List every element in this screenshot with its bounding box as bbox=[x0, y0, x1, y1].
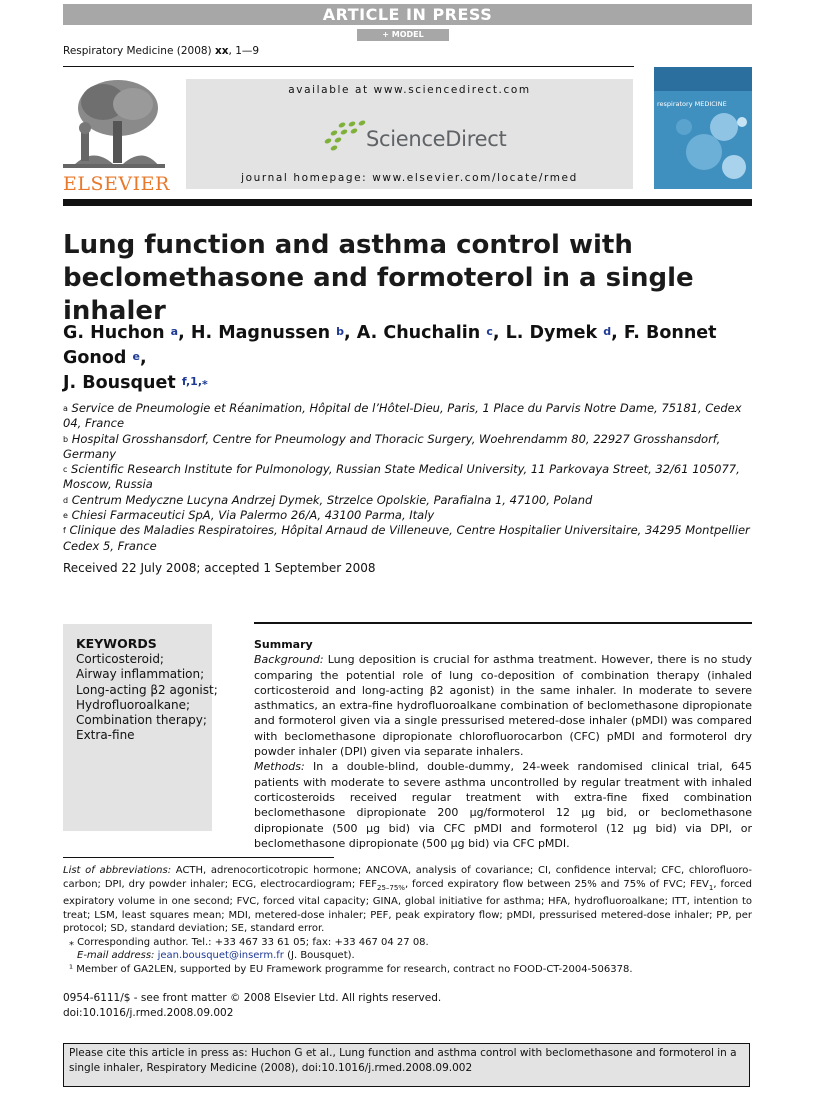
email-label: E-mail address: bbox=[77, 950, 155, 961]
abbreviations-text-b: , forced expiratory flow between 25% and 75% of FVC; FEV bbox=[404, 878, 709, 890]
affiliation-item bbox=[63, 523, 763, 554]
author-affiliation-mark[interactable]: a bbox=[170, 325, 179, 338]
keyword-item: Long-acting β2 agonist; bbox=[76, 682, 218, 697]
author-separator: , bbox=[178, 323, 191, 343]
doi-line: doi:10.1016/j.rmed.2008.09.002 bbox=[63, 1007, 234, 1019]
journal-reference bbox=[63, 45, 259, 57]
sciencedirect-wordmark: ScienceDirect bbox=[366, 127, 507, 151]
masthead-rule bbox=[63, 199, 752, 206]
abbreviations-text-c: , forced expiratory volume in one second; FVC, forced vital capacity; GINA, global initiative for asthma; HFA, hydrofluoroalkane; ITT, intention to treat; LSM, least squares mean; MDI, metered-dose inhaler; PEF, peak expiratory flow; pMDI, pressurised metered-dose inhaler; PP, per protocol; SD, standard deviation; SE, standard error. bbox=[63, 878, 753, 934]
email-note bbox=[63, 949, 752, 963]
corresponding-author-note: ⁎ Corresponding author. Tel.: +33 467 33 61 05; fax: +33 467 04 27 08. bbox=[69, 936, 429, 948]
author-affiliation-mark[interactable]: f,1,⁎ bbox=[181, 375, 208, 388]
abbreviations-sub-2: 1 bbox=[708, 883, 714, 892]
affiliation-mark: b bbox=[63, 434, 69, 444]
abbreviations-label: List of abbreviations: bbox=[63, 865, 172, 876]
model-badge: + MODEL bbox=[357, 29, 449, 41]
summary-section bbox=[254, 637, 752, 851]
background-label: Background: bbox=[254, 653, 324, 667]
journal-cover-image-icon bbox=[654, 67, 752, 189]
keywords-heading: KEYWORDS bbox=[76, 636, 157, 651]
author-affiliation-mark[interactable]: b bbox=[336, 325, 344, 338]
affiliation-text: Clinique des Maladies Respiratoires, Hôpital Arnaud de Villeneuve, Centre Hospitalier Universitaire, 34295 Montpellier Cedex 5, France bbox=[63, 523, 750, 553]
affiliation-item bbox=[63, 401, 763, 432]
author-name: H. Magnussen bbox=[190, 323, 337, 343]
author-name: L. Dymek bbox=[505, 323, 604, 343]
summary-methods bbox=[254, 760, 752, 849]
membership-note: ¹ Member of GA2LEN, supported by EU Framework programme for research, contract no FOOD-CT-2004-506378. bbox=[69, 963, 633, 975]
background-text: Lung deposition is crucial for asthma treatment. However, there is no study comparing the potential role of lung co-deposition of combination therapy (inhaled corticosteroid and long-acting β2 agonist) in the same inhaler. In moderate to severe asthmatics, an extra-fine hydrofluoroalkane combination of beclomethasone dipropionate and formoterol given via a single pressurised metered-dose inhaler (pMDI) was compared with beclomethasone dipropionate chlorofluorocarbon (CFC) pMDI and formoterol dry powder inhaler (DPI) given via separate inhalers. bbox=[254, 653, 752, 759]
author-separator: , bbox=[344, 323, 357, 343]
journal-reference-pages: , 1—9 bbox=[228, 45, 260, 57]
affiliation-item bbox=[63, 493, 763, 508]
author-separator: , bbox=[139, 348, 147, 368]
affiliation-mark: a bbox=[63, 404, 68, 413]
affiliation-item bbox=[63, 432, 763, 463]
elsevier-tree-logo-icon bbox=[63, 76, 165, 174]
author-affiliation-mark[interactable]: e bbox=[132, 350, 140, 363]
legal-info bbox=[63, 991, 441, 1021]
affiliation-text: Centrum Medyczne Lucyna Andrzej Dymek, Strzelce Opolskie, Parafialna 1, 47100, Poland bbox=[68, 492, 593, 507]
keywords-list bbox=[76, 652, 218, 744]
available-at-text: available at www.sciencedirect.com bbox=[288, 84, 531, 96]
abbreviations-text-a: ACTH, adrenocorticotropic hormone; ANCOVA, analysis of covariance; CI, confidence interval; CFC, chlorofluorocarbon; DPI, dry powder inhaler; ECG, electrocardiogram; FEF bbox=[63, 865, 752, 890]
methods-label: Methods: bbox=[254, 760, 305, 774]
keyword-item: Hydrofluoroalkane; bbox=[76, 697, 191, 712]
citation-box: Please cite this article in press as: Huchon G et al., Lung function and asthma control with beclomethasone and formoterol in a single inhaler, Respiratory Medicine (2008), doi:10.1016/j.rmed.2008.09.002 bbox=[63, 1043, 750, 1087]
summary-heading: Summary bbox=[254, 638, 313, 651]
abbreviations-sub-1: 25–75% bbox=[376, 883, 405, 892]
author-name: G. Huchon bbox=[63, 323, 171, 343]
issn-line: 0954-6111/$ - see front matter © 2008 Elsevier Ltd. All rights reserved. bbox=[63, 992, 442, 1004]
affiliation-item bbox=[63, 462, 763, 493]
affiliation-text: Scientific Research Institute for Pulmonology, Russian State Medical University, 11 Parkovaya Street, 32/61 105077, Moscow, Russia bbox=[63, 462, 740, 492]
author-list bbox=[63, 321, 763, 396]
abbreviations-footnote bbox=[63, 864, 752, 936]
affiliation-item bbox=[63, 508, 763, 523]
author-name: F. Bonnet Gonod bbox=[63, 323, 717, 368]
affiliation-text: Service de Pneumologie et Réanimation, Hôpital de l’Hôtel-Dieu, Paris, 1 Place du Parvis Notre Dame, 75181, Cedex 04, France bbox=[63, 401, 742, 431]
affiliation-mark: e bbox=[63, 511, 68, 521]
methods-text: In a double-blind, double-dummy, 24-week randomised clinical trial, 645 patients with moderate to severe asthma uncontrolled by regular treatment with inhaled corticosteroids received regular treatment with extra-fine fixed combination beclomethasone dipropionate 200 μg/formoterol 12 μg bid, or beclomethasone dipropionate (500 μg bid) via CFC pMDI and formoterol (12 μg bid) via DPI, or beclomethasone dipropionate (500 μg bid) via CFC pMDI. bbox=[254, 760, 752, 850]
article-title: Lung function and asthma control with beclomethasone and formoterol in a single inhaler bbox=[63, 230, 694, 326]
received-dates: Received 22 July 2008; accepted 1 September 2008 bbox=[63, 561, 376, 575]
keyword-item: Corticosteroid; bbox=[76, 652, 164, 666]
author-separator: , bbox=[611, 323, 624, 343]
author-name: A. Chuchalin bbox=[356, 323, 487, 343]
affiliation-text: Hospital Grosshansdorf, Centre for Pneumology and Thoracic Surgery, Woehrendamm 80, 22927 Grosshansdorf, Germany bbox=[63, 431, 721, 461]
journal-cover-title: respiratory MEDICINE bbox=[657, 100, 727, 108]
keyword-item: Extra-fine bbox=[76, 728, 135, 743]
header-rule bbox=[63, 66, 634, 67]
author-affiliation-mark[interactable]: d bbox=[603, 325, 612, 338]
email-suffix: (J. Bousquet). bbox=[283, 950, 355, 961]
keyword-item: Airway inflammation; bbox=[76, 667, 205, 682]
elsevier-wordmark: ELSEVIER bbox=[63, 173, 170, 195]
affiliation-mark: f bbox=[63, 526, 66, 536]
footnote-rule bbox=[63, 857, 334, 858]
journal-homepage-text: journal homepage: www.elsevier.com/locate/rmed bbox=[241, 172, 578, 184]
summary-background bbox=[254, 653, 752, 758]
summary-rule bbox=[254, 622, 752, 624]
author-affiliation-mark[interactable]: c bbox=[486, 325, 493, 338]
keyword-item: Combination therapy; bbox=[76, 713, 207, 728]
article-in-press-banner: ARTICLE IN PRESS bbox=[63, 4, 752, 25]
author-name: J. Bousquet bbox=[63, 373, 182, 393]
author-separator: , bbox=[492, 323, 506, 343]
footnotes bbox=[63, 864, 752, 976]
affiliation-mark: c bbox=[63, 465, 68, 475]
affiliation-text: Chiesi Farmaceutici SpA, Via Palermo 26/A, 43100 Parma, Italy bbox=[67, 508, 435, 523]
affiliation-list bbox=[63, 401, 763, 554]
affiliation-mark: d bbox=[63, 495, 69, 505]
journal-reference-prefix: Respiratory Medicine (2008) bbox=[63, 45, 215, 57]
email-link[interactable]: jean.bousquet@inserm.fr bbox=[157, 950, 284, 961]
journal-reference-volume: xx bbox=[215, 45, 229, 57]
